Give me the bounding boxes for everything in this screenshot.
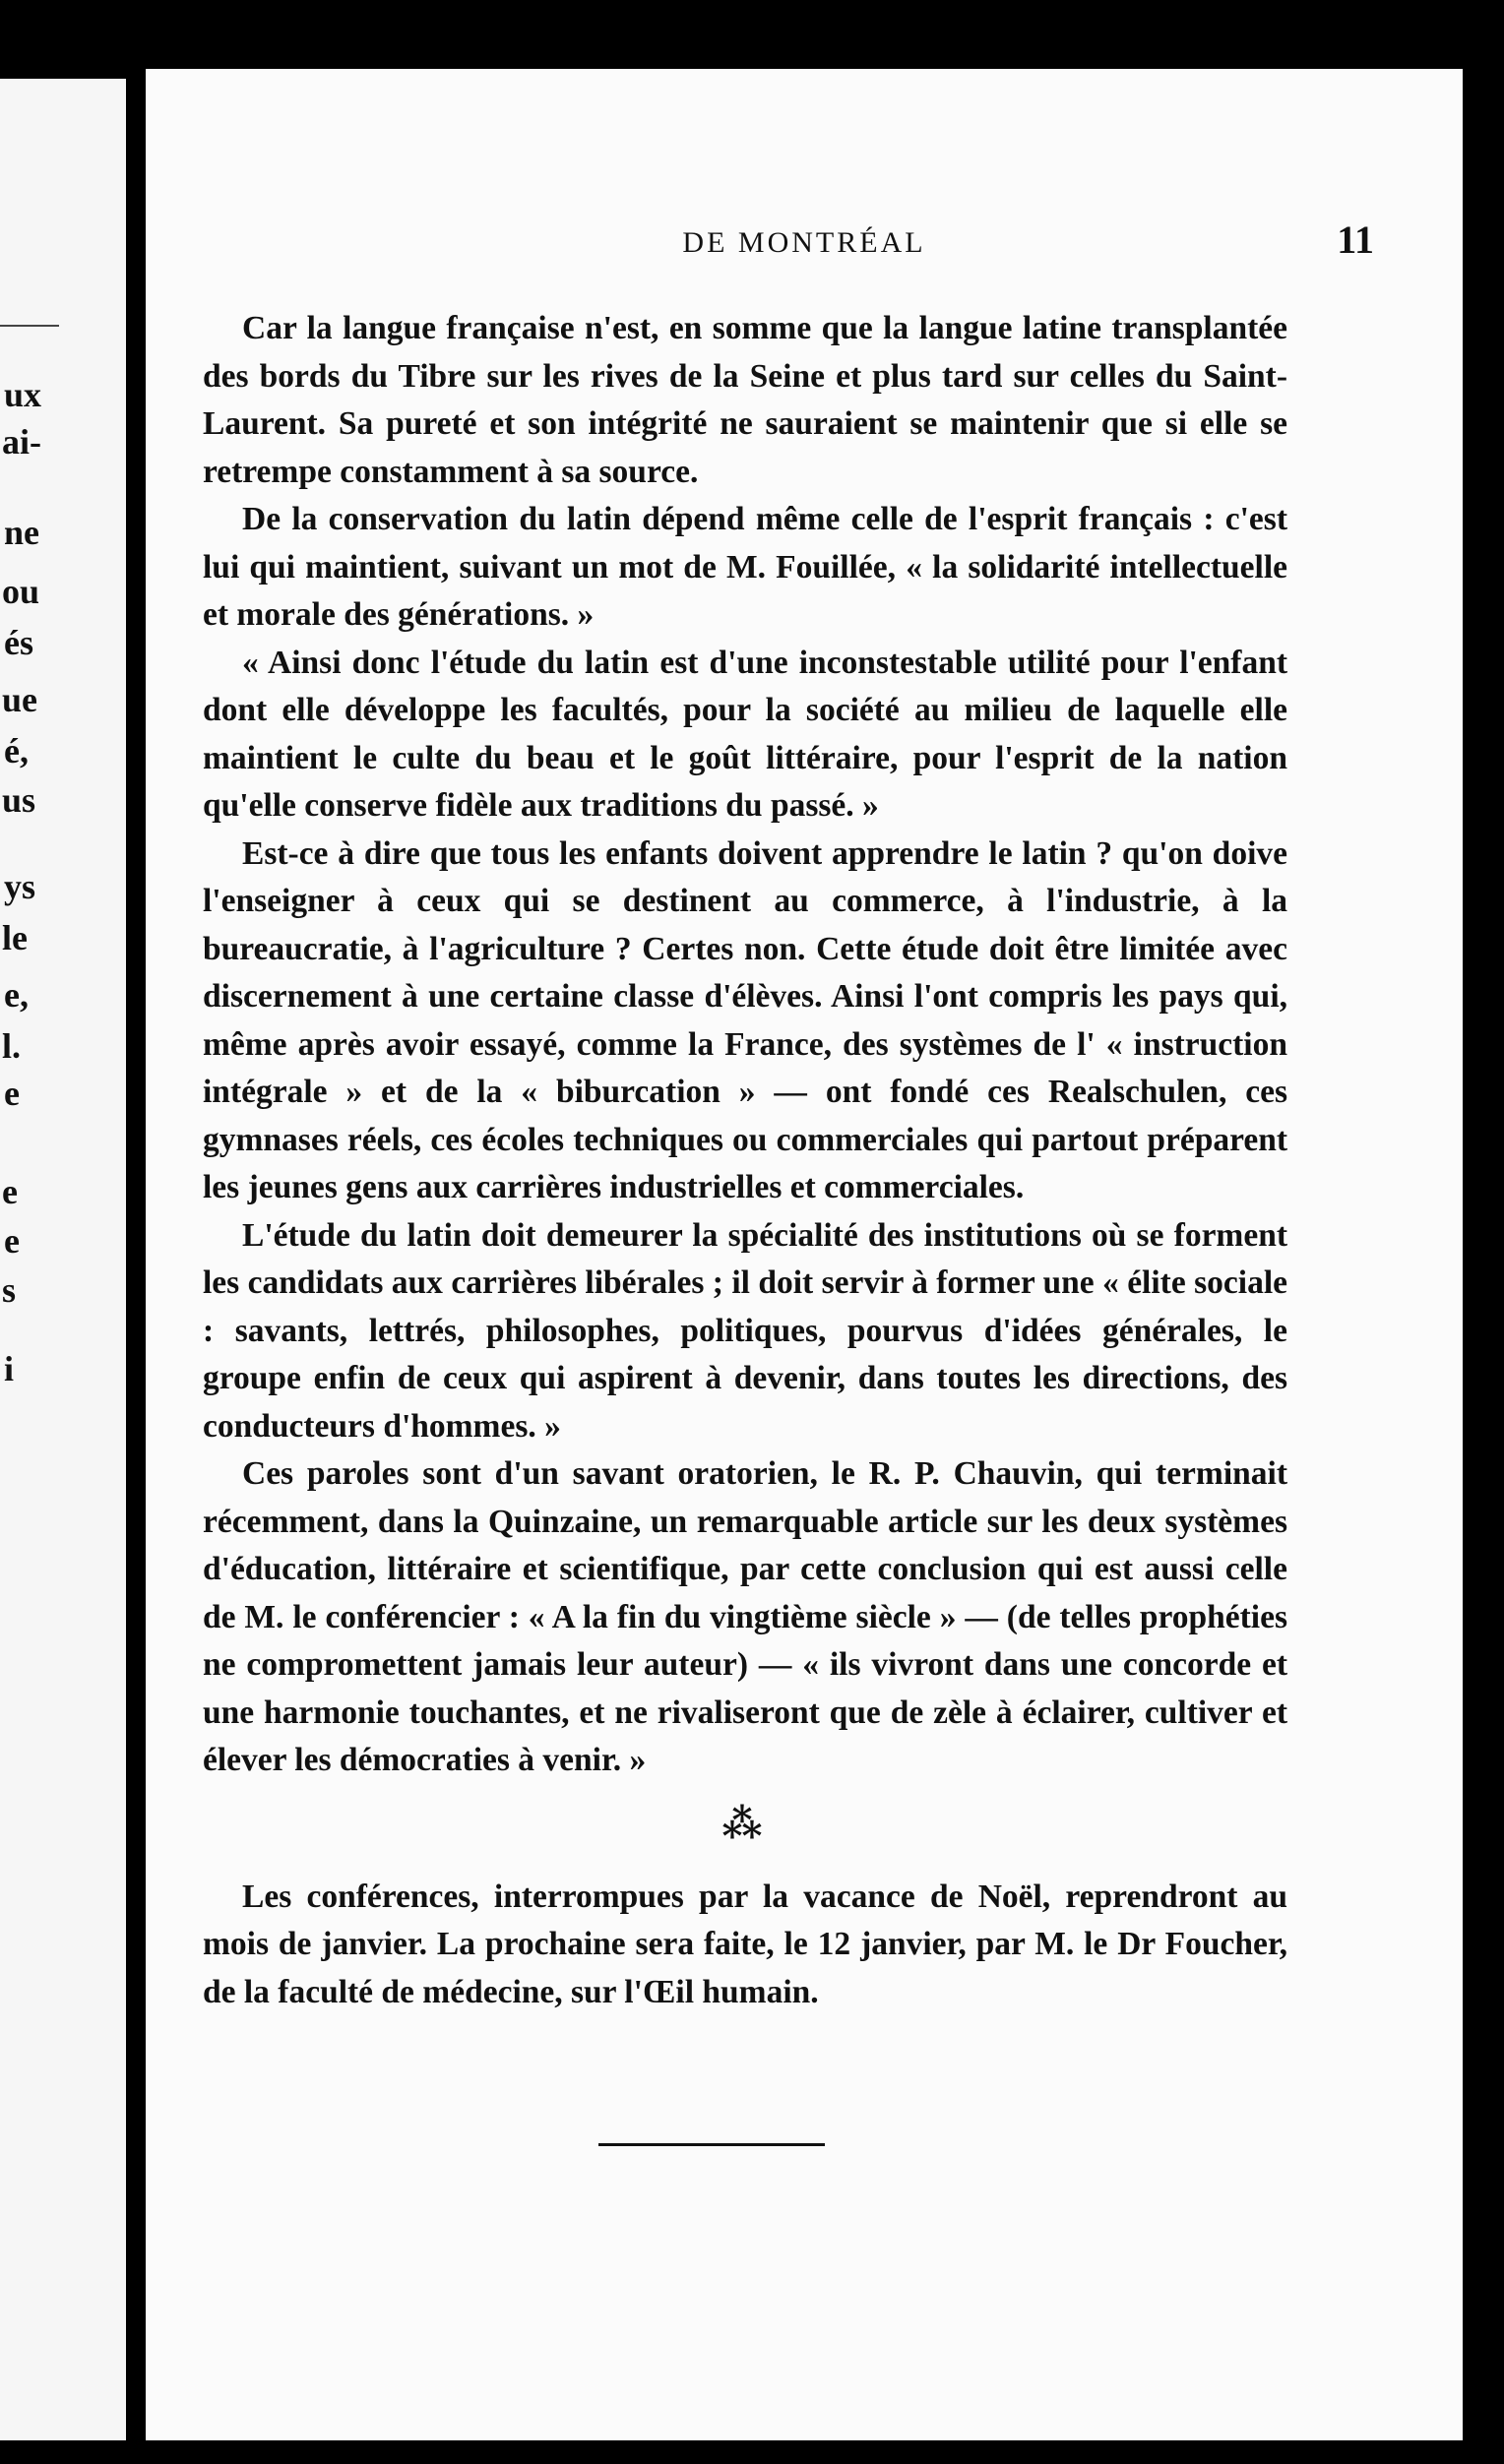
facing-page-fragment: l. xyxy=(2,1026,22,1066)
facing-page-fragment: s xyxy=(2,1270,17,1310)
paragraph: Car la langue française n'est, en somme que la langue latine transplantée des bords du Tibre sur les rives de la Seine et plus tard sur celles du Saint-Laurent. Sa pureté et son intégrité ne sauraient se maintenir que si elle se retrempe constamment à sa source. xyxy=(203,310,1287,490)
paragraph: De la conservation du latin dépend même celle de l'esprit français : c'est lui qui maintient, suivant un mot de M. Fouillée, « la solidarité intellectuelle et morale des générations. » xyxy=(203,501,1287,633)
facing-page-fragment: ys xyxy=(4,867,36,906)
facing-page-rule xyxy=(0,325,59,327)
facing-page-fragment: e, xyxy=(4,975,29,1015)
facing-page-fragment: i xyxy=(4,1349,15,1388)
facing-page-fragment: é, xyxy=(4,731,29,770)
body-text xyxy=(203,305,1287,2016)
paragraph: Ces paroles sont d'un savant oratorien, le R. P. Chauvin, qui terminait récemment, dans la Quinzaine, un remarquable article sur les deux systèmes d'éducation, littéraire et scientifique, par cette conclusion qui est aussi celle de M. le conférencier : « A la fin du vingtième siècle » — (de telles prophéties ne compromettent jamais leur auteur) — « ils vivront dans une concorde et une harmonie touchantes, et ne rivaliseront que de zèle à éclairer, cultiver et élever les démocraties à venir. » xyxy=(203,1455,1287,1778)
facing-page-fragment: le xyxy=(2,918,28,957)
facing-page-fragment: ux xyxy=(4,375,42,414)
end-rule xyxy=(598,2143,825,2146)
facing-page-edge xyxy=(0,79,126,2440)
paragraph: L'étude du latin doit demeurer la spécialité des institutions où se forment les candidats aux carrières libérales ; il doit servir à former une « élite sociale : savants, lettrés, philosophes, politiques, pourvus d'idées générales, le groupe enfin de ceux qui aspirent à devenir, dans toutes les directions, des conducteurs d'hommes. » xyxy=(203,1216,1287,1445)
paragraph: Est-ce à dire que tous les enfants doivent apprendre le latin ? qu'on doive l'enseigner à ceux qui se destinent au commerce, à l'industrie, à la bureaucratie, à l'agriculture ? Certes non. Cette étude doit être limitée avec discernement à une certaine classe d'élèves. Ainsi l'ont compris les pays qui, même après avoir essayé, comme la France, des systèmes de l' « instruction intégrale » et de la « biburcation » — ont fondé ces Realschulen, ces gymnases réels, ces écoles techniques ou commerciales qui partout préparent les jeunes gens aux carrières industrielles et commerciales. xyxy=(203,834,1287,1205)
page-number: 11 xyxy=(1337,217,1374,262)
facing-page-fragment: e xyxy=(4,1074,20,1113)
facing-page-fragment: e xyxy=(2,1172,18,1211)
closing-paragraph: Les conférences, interrompues par la vacance de Noël, reprendront au mois de janvier. La prochaine sera faite, le 12 janvier, par M. le Dr Foucher, de la faculté de médecine, sur l'Œil humain. xyxy=(203,1878,1287,2010)
asterism: ⁂ xyxy=(721,1801,769,1846)
facing-page-fragment: ou xyxy=(2,572,40,611)
facing-page-fragment: ai- xyxy=(2,422,41,462)
facing-page-fragment: us xyxy=(2,780,36,820)
facing-page-fragment: ue xyxy=(2,680,37,719)
facing-page-fragment: és xyxy=(4,623,33,662)
facing-page-fragment: e xyxy=(4,1221,20,1261)
book-page xyxy=(146,69,1463,2440)
running-head: DE MONTRÉAL xyxy=(682,226,926,259)
facing-page-fragment: ne xyxy=(4,513,39,552)
paragraph: « Ainsi donc l'étude du latin est d'une inconstestable utilité pour l'enfant dont elle développe les facultés, pour la société au milieu de laquelle elle maintient le culte du beau et le goût littéraire, pour l'esprit de la nation qu'elle conserve fidèle aux traditions du passé. » xyxy=(203,644,1287,824)
